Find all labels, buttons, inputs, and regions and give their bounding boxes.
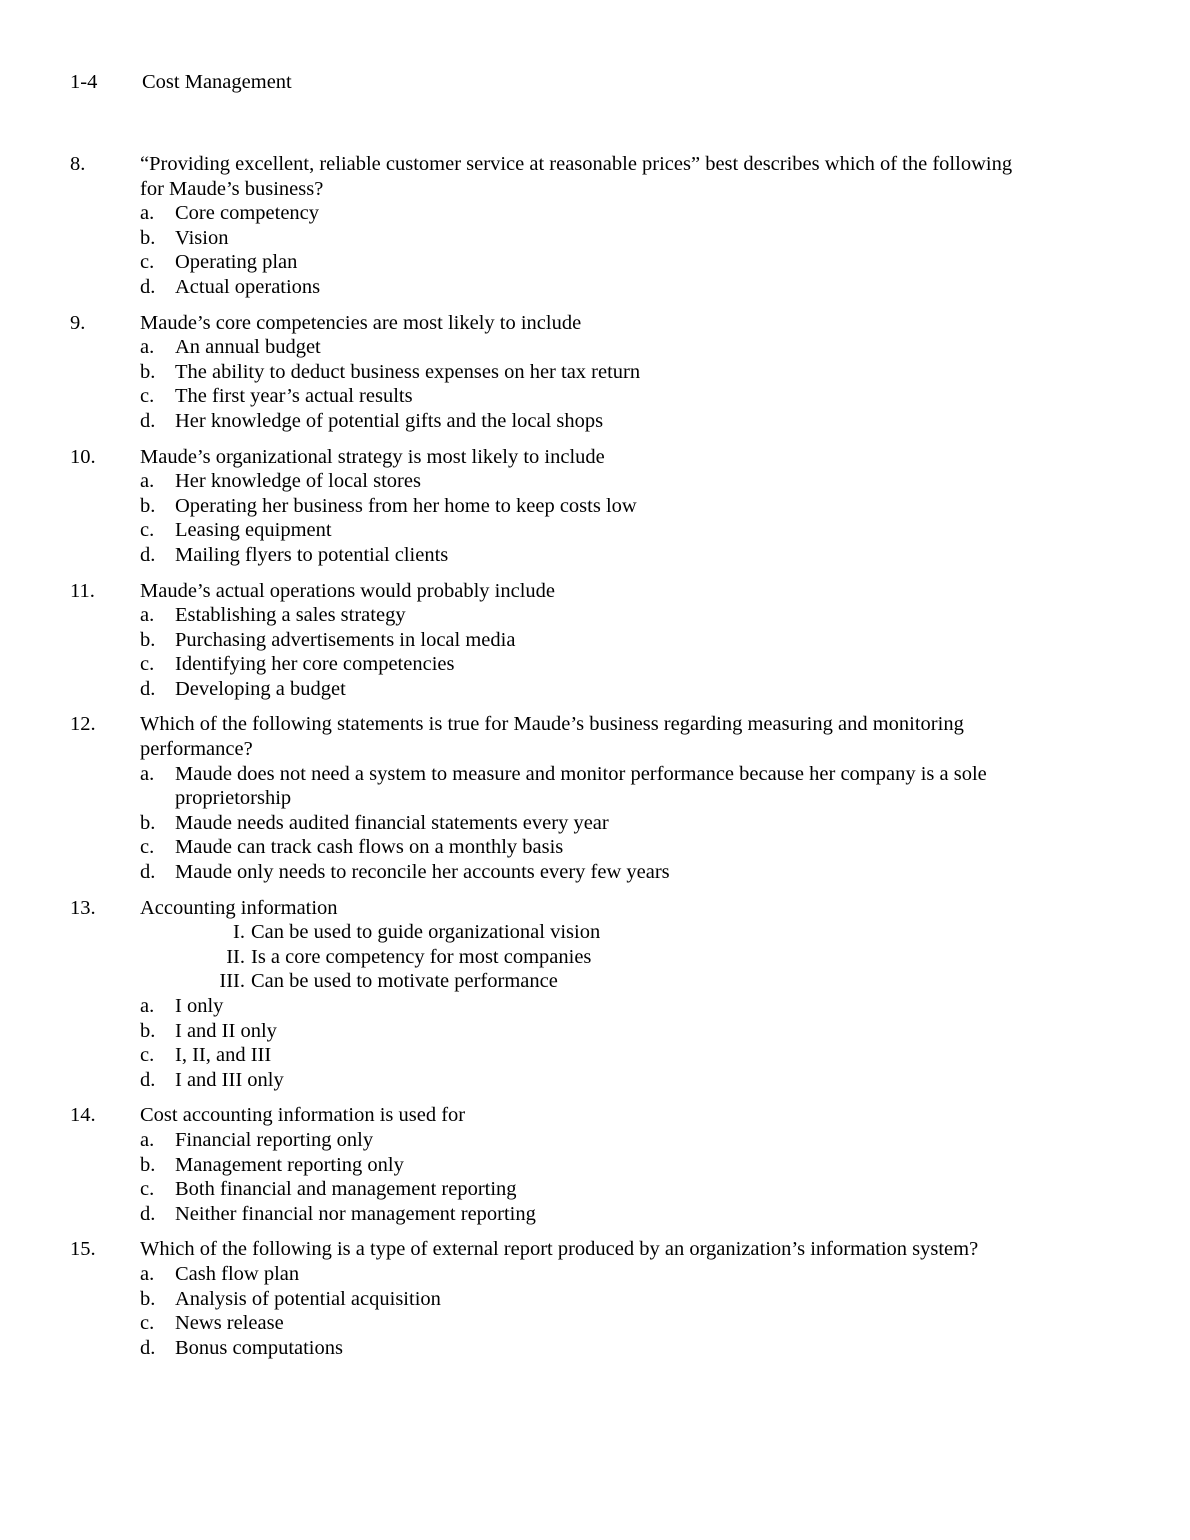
question-stem: Maude’s actual operations would probably include bbox=[140, 579, 556, 602]
option-text: The first year’s actual results bbox=[175, 385, 413, 408]
answer-option bbox=[140, 518, 1110, 543]
answer-option bbox=[140, 628, 1110, 653]
option-text: I only bbox=[175, 995, 224, 1017]
statement-numeral: III. bbox=[219, 970, 245, 993]
option-text: Operating her business from her home to keep costs low bbox=[175, 494, 637, 517]
option-letter: d. bbox=[140, 677, 156, 700]
answer-option bbox=[140, 811, 1110, 836]
option-text: Mailing flyers to potential clients bbox=[175, 543, 449, 566]
option-letter: b. bbox=[140, 628, 156, 651]
statement-item bbox=[210, 969, 1110, 994]
statement-text: Is a core competency for most companies bbox=[251, 945, 592, 968]
answer-option bbox=[140, 335, 1110, 360]
answer-option bbox=[140, 384, 1110, 409]
option-text: Analysis of potential acquisition bbox=[175, 1287, 441, 1310]
chapter-title: Cost Management bbox=[142, 71, 292, 93]
option-text: Core competency bbox=[175, 202, 320, 225]
question-item bbox=[70, 579, 1110, 702]
option-text: I and II only bbox=[175, 1019, 277, 1042]
option-text: Developing a budget bbox=[175, 677, 346, 700]
option-letter: a. bbox=[140, 1262, 155, 1285]
page-number: 1-4 bbox=[70, 71, 98, 93]
answer-option bbox=[140, 409, 1110, 434]
statement-numeral: II. bbox=[226, 945, 245, 968]
statement-item bbox=[210, 920, 1110, 945]
answer-option bbox=[140, 1128, 1110, 1153]
answer-option bbox=[140, 677, 1110, 702]
option-text: Management reporting only bbox=[175, 1153, 404, 1176]
option-letter: c. bbox=[140, 1178, 155, 1201]
option-text: Maude only needs to reconcile her accounts every few years bbox=[175, 861, 670, 884]
statement-item bbox=[210, 945, 1110, 970]
option-letter: c. bbox=[140, 1312, 155, 1335]
statement-numeral-cell bbox=[210, 920, 245, 945]
question-stem: Cost accounting information is used for bbox=[140, 1104, 466, 1127]
option-letter: a. bbox=[140, 202, 155, 225]
option-list bbox=[140, 469, 1110, 567]
answer-option bbox=[140, 1202, 1110, 1227]
question-stem: Which of the following statements is true for Maude’s business regarding measuring and monitoring performance? bbox=[140, 713, 964, 761]
question-number: 8. bbox=[70, 153, 86, 175]
statement-numeral-cell bbox=[210, 969, 245, 994]
option-text: Operating plan bbox=[175, 251, 298, 274]
option-text: News release bbox=[175, 1312, 284, 1335]
option-letter: a. bbox=[140, 604, 155, 627]
option-letter: d. bbox=[140, 1336, 156, 1359]
answer-option bbox=[140, 275, 1110, 300]
option-letter: c. bbox=[140, 251, 155, 274]
statement-text: Can be used to guide organizational vision bbox=[251, 921, 601, 944]
option-text: I, II, and III bbox=[175, 1044, 272, 1067]
option-letter: c. bbox=[140, 519, 155, 542]
option-letter: d. bbox=[140, 1068, 156, 1091]
answer-option bbox=[140, 226, 1110, 251]
question-stem: Accounting information bbox=[140, 896, 338, 919]
statement-list bbox=[210, 920, 1110, 994]
option-text: Maude can track cash flows on a monthly basis bbox=[175, 836, 564, 859]
statement-text: Can be used to motivate performance bbox=[251, 970, 558, 993]
option-text: Her knowledge of potential gifts and the local shops bbox=[175, 409, 604, 432]
answer-option bbox=[140, 1287, 1110, 1312]
option-text: Vision bbox=[175, 226, 229, 249]
answer-option bbox=[140, 360, 1110, 385]
option-letter: d. bbox=[140, 543, 156, 566]
question-item bbox=[70, 712, 1110, 884]
question-number: 11. bbox=[70, 579, 95, 602]
option-letter: a. bbox=[140, 762, 155, 785]
answer-option bbox=[140, 1068, 1110, 1093]
answer-option bbox=[140, 250, 1110, 275]
question-number: 13. bbox=[70, 896, 96, 919]
answer-option bbox=[140, 1153, 1110, 1178]
option-text: Establishing a sales strategy bbox=[175, 604, 406, 627]
option-letter: d. bbox=[140, 861, 156, 884]
answer-option bbox=[140, 652, 1110, 677]
option-letter: b. bbox=[140, 1287, 156, 1310]
option-text: Leasing equipment bbox=[175, 519, 332, 542]
option-text: Identifying her core competencies bbox=[175, 653, 455, 676]
option-text: Her knowledge of local stores bbox=[175, 470, 421, 493]
option-letter: c. bbox=[140, 653, 155, 676]
option-letter: d. bbox=[140, 409, 156, 432]
question-stem: Maude’s core competencies are most likely to include bbox=[140, 311, 582, 334]
answer-option bbox=[140, 543, 1110, 568]
option-text: I and III only bbox=[175, 1068, 284, 1091]
option-letter: b. bbox=[140, 1153, 156, 1176]
question-number: 10. bbox=[70, 445, 96, 468]
answer-option bbox=[140, 762, 1110, 811]
option-list bbox=[140, 1262, 1110, 1360]
question-item bbox=[70, 1103, 1110, 1226]
question-stem: Which of the following is a type of external report produced by an organization’s information system? bbox=[140, 1238, 979, 1261]
answer-option bbox=[140, 1311, 1110, 1336]
option-text: Purchasing advertisements in local media bbox=[175, 628, 516, 651]
question-item bbox=[70, 311, 1110, 434]
answer-option bbox=[140, 1262, 1110, 1287]
question-number: 9. bbox=[70, 311, 86, 334]
question-stem: Maude’s organizational strategy is most likely to include bbox=[140, 445, 605, 468]
option-letter: b. bbox=[140, 1019, 156, 1042]
answer-option bbox=[140, 201, 1110, 226]
statement-numeral-cell bbox=[210, 945, 245, 970]
answer-option bbox=[140, 994, 1110, 1019]
question-item bbox=[70, 152, 1110, 300]
option-letter: b. bbox=[140, 226, 156, 249]
option-text: Maude needs audited financial statements every year bbox=[175, 811, 609, 834]
statement-numeral: I. bbox=[233, 921, 245, 944]
answer-option bbox=[140, 860, 1110, 885]
option-letter: c. bbox=[140, 385, 155, 408]
option-letter: a. bbox=[140, 470, 155, 493]
option-letter: a. bbox=[140, 995, 155, 1017]
option-list bbox=[140, 201, 1110, 299]
option-text: Both financial and management reporting bbox=[175, 1178, 517, 1201]
option-list bbox=[140, 603, 1110, 701]
option-text: Financial reporting only bbox=[175, 1128, 374, 1151]
option-letter: b. bbox=[140, 811, 156, 834]
option-text: Bonus computations bbox=[175, 1336, 343, 1359]
option-list bbox=[140, 1128, 1110, 1226]
answer-option bbox=[140, 1019, 1110, 1044]
option-text: Neither financial nor management reporting bbox=[175, 1202, 536, 1225]
question-number: 12. bbox=[70, 713, 96, 736]
answer-option bbox=[140, 469, 1110, 494]
option-text: The ability to deduct business expenses on her tax return bbox=[175, 360, 641, 383]
option-text: Maude does not need a system to measure and monitor performance because her company is a sole proprietorship bbox=[175, 762, 987, 810]
option-letter: d. bbox=[140, 1202, 156, 1225]
answer-option bbox=[140, 1043, 1110, 1068]
option-list bbox=[140, 762, 1110, 885]
option-letter: a. bbox=[140, 336, 155, 359]
answer-option bbox=[140, 835, 1110, 860]
question-number: 15. bbox=[70, 1238, 96, 1261]
option-list bbox=[140, 335, 1110, 433]
answer-option bbox=[140, 494, 1110, 519]
question-number: 14. bbox=[70, 1104, 96, 1127]
option-list bbox=[140, 994, 1110, 1092]
option-letter: d. bbox=[140, 275, 156, 298]
question-item bbox=[70, 1237, 1110, 1360]
answer-option bbox=[140, 603, 1110, 628]
option-letter: a. bbox=[140, 1128, 155, 1151]
question-item bbox=[70, 445, 1110, 568]
answer-option bbox=[140, 1177, 1110, 1202]
question-item bbox=[70, 896, 1110, 1093]
option-text: Cash flow plan bbox=[175, 1262, 300, 1285]
option-letter: b. bbox=[140, 494, 156, 517]
answer-option bbox=[140, 1336, 1110, 1361]
question-list bbox=[70, 152, 1110, 1371]
option-letter: c. bbox=[140, 836, 155, 859]
option-letter: b. bbox=[140, 360, 156, 383]
option-text: Actual operations bbox=[175, 275, 321, 298]
option-letter: c. bbox=[140, 1044, 155, 1067]
page-header bbox=[70, 70, 292, 95]
option-text: An annual budget bbox=[175, 336, 321, 359]
question-stem: “Providing excellent, reliable customer service at reasonable prices” best describes which of the following for Maude’s business? bbox=[140, 153, 1013, 200]
